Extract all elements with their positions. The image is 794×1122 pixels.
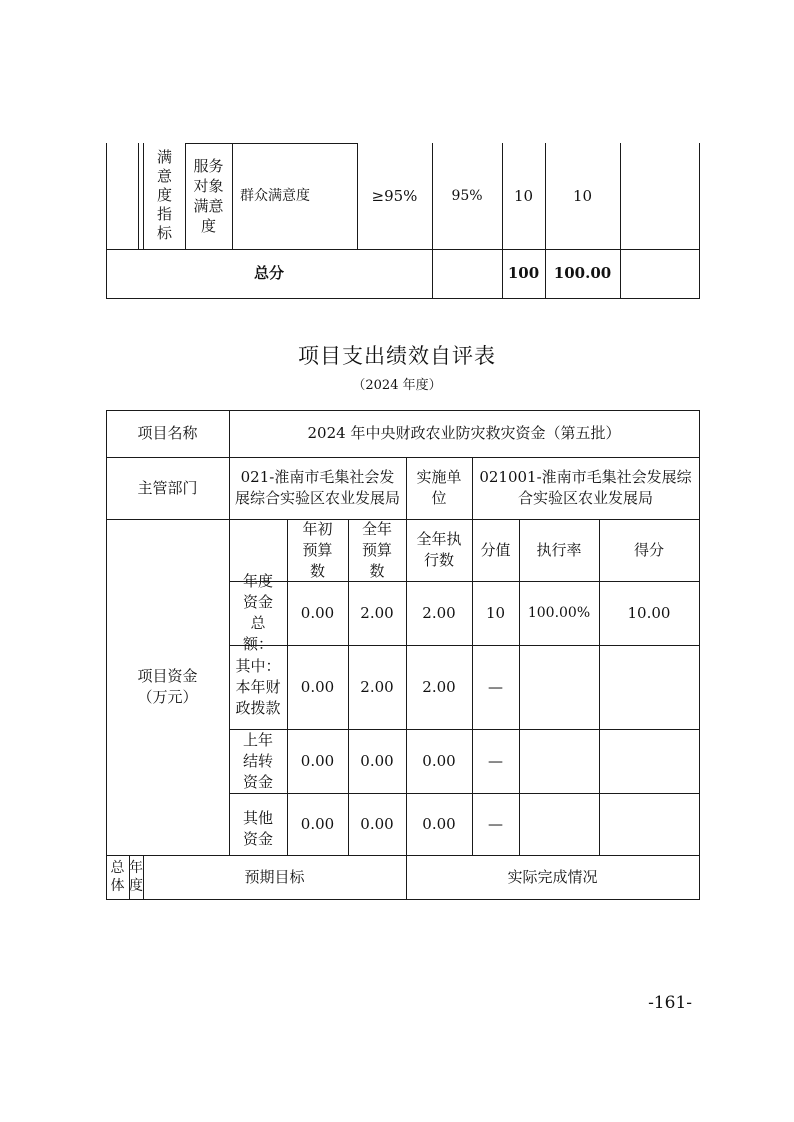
row-weight: — — [488, 814, 503, 833]
header-rate: 执行率 — [536, 540, 582, 559]
header-annual-budget: 全年预算数 — [361, 519, 392, 580]
row-label: 年度资金总额： — [242, 572, 273, 653]
row-executed: 2.00 — [422, 603, 456, 622]
row-label: 上年结转资金 — [242, 730, 273, 791]
dept-label: 主管部门 — [137, 478, 198, 497]
indicator-name: 群众满意度 — [240, 187, 310, 204]
page-number: -161- — [648, 993, 692, 1013]
row-label: 其他资金 — [242, 809, 273, 848]
row-executed: 2.00 — [422, 677, 456, 696]
row-annual: 0.00 — [360, 814, 394, 833]
project-name: 2024 年中央财政农业防灾救灾资金（第五批） — [307, 424, 621, 442]
total-weight: 100 — [507, 264, 540, 282]
row-weight: — — [488, 751, 503, 770]
target-value: ≥95% — [371, 186, 418, 205]
row-rate: 100.00% — [527, 604, 591, 621]
expected-goal-header: 预期目标 — [244, 867, 305, 886]
actual-status-header: 实际完成情况 — [507, 867, 598, 886]
level4-indicator: 服务对象满意度 — [193, 157, 224, 235]
actual-value: 95% — [451, 187, 483, 204]
funds-label: 项目资金（万元） — [137, 667, 198, 706]
row-initial: 0.00 — [300, 677, 335, 696]
header-initial-budget: 年初预算数 — [302, 519, 333, 580]
row-executed: 0.00 — [422, 751, 456, 770]
dept-value: 021-淮南市毛集社会发展综合实验区农业发展局 — [235, 468, 401, 507]
annual-goal-label: 年度 — [129, 860, 143, 894]
overall-goal-label: 总体 — [110, 860, 125, 894]
header-executed: 全年执行数 — [416, 530, 462, 569]
row-score: 10.00 — [627, 603, 671, 622]
weight-value: 10 — [513, 186, 534, 205]
project-name-label: 项目名称 — [137, 424, 198, 442]
page-subtitle: （2024 年度） — [352, 378, 442, 393]
row-initial: 0.00 — [300, 603, 335, 622]
impl-label: 实施单位 — [416, 468, 462, 507]
row-weight: 10 — [485, 603, 506, 622]
row-initial: 0.00 — [300, 751, 335, 770]
page-title: 项目支出绩效自评表 — [298, 344, 496, 368]
impl-value: 021001-淮南市毛集社会发展综合实验区农业发展局 — [479, 468, 692, 507]
row-annual: 2.00 — [360, 603, 394, 622]
row-initial: 0.00 — [300, 814, 335, 833]
header-score: 得分 — [633, 540, 664, 559]
row-executed: 0.00 — [422, 814, 456, 833]
header-weight: 分值 — [480, 540, 511, 559]
total-score: 100.00 — [553, 264, 612, 282]
score-value: 10 — [572, 186, 593, 205]
row-weight: — — [488, 677, 503, 696]
row-label: 其中：本年财政拨款 — [235, 656, 281, 717]
row-annual: 2.00 — [360, 677, 394, 696]
level3-indicator: 满意度指标 — [155, 148, 173, 244]
total-label: 总分 — [253, 264, 284, 282]
row-annual: 0.00 — [360, 751, 394, 770]
